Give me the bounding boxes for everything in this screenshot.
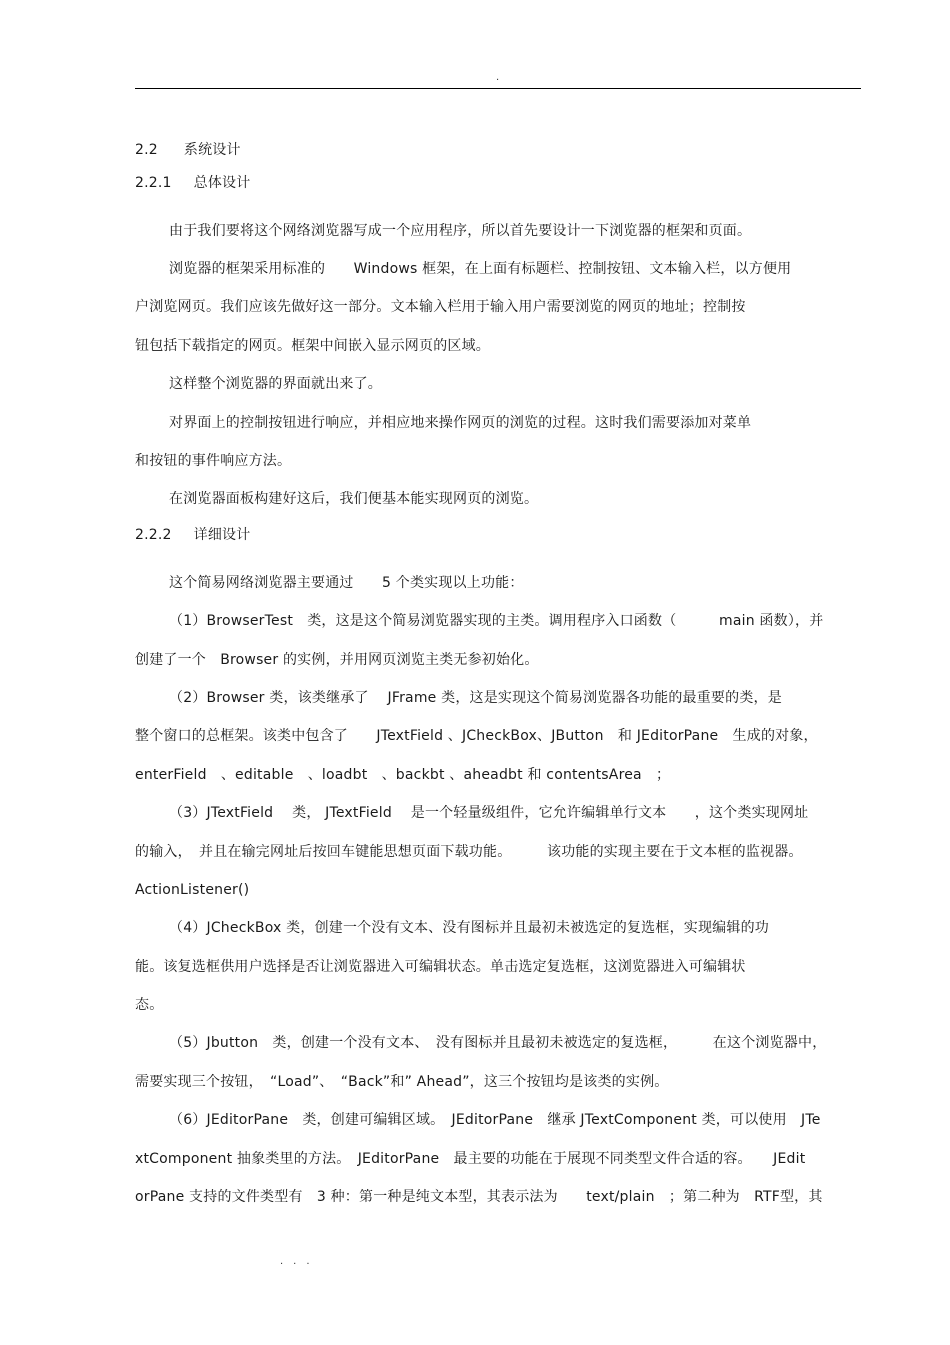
paragraph-line: 能。该复选框供用户选择是否让浏览器进入可编辑状态。单击选定复选框，这浏览器进入可编辑状 bbox=[135, 959, 746, 975]
section-heading-2-2-1 bbox=[135, 174, 250, 192]
paragraph-line: 对界面上的控制按钮进行响应，并相应地来操作网页的浏览的过程。这时我们需要添加对菜单 bbox=[169, 415, 752, 431]
paragraph-line: enterField 、editable 、loadbt 、backbt 、aheadbt 和 contentsArea ； bbox=[135, 767, 671, 783]
paragraph-line: 在浏览器面板构建好这后，我们便基本能实现网页的浏览。 bbox=[169, 491, 539, 507]
paragraph-line: （2）Browser 类，该类继承了 JFrame 类，这是实现这个简易浏览器各功能的最重要的类，是 bbox=[169, 690, 782, 706]
header-mark: . bbox=[496, 72, 500, 83]
paragraph-line: 和按钮的事件响应方法。 bbox=[135, 453, 292, 469]
paragraph-line: （5）Jbutton 类，创建一个没有文本、 没有图标并且最初未被选定的复选框， 在这个浏览器中， bbox=[169, 1035, 827, 1051]
paragraph-line: 由于我们要将这个网络浏览器写成一个应用程序，所以首先要设计一下浏览器的框架和页面。 bbox=[169, 223, 752, 239]
paragraph-line: 这个简易网络浏览器主要通过 5 个类实现以上功能： bbox=[169, 575, 524, 591]
section-number: 2.2 bbox=[135, 142, 158, 158]
section-title: 系统设计 bbox=[183, 142, 241, 158]
paragraph-line: orPane 支持的文件类型有 3 种：第一种是纯文本型，其表示法为 text/plain ；第二种为 RTF型，其 bbox=[135, 1189, 823, 1205]
section-title: 总体设计 bbox=[193, 175, 251, 191]
paragraph-line: （1）BrowserTest 类，这是这个简易浏览器实现的主类。调用程序入口函数（ main 函数），并 bbox=[169, 613, 824, 629]
paragraph-line: xtComponent 抽象类里的方法。 JEditorPane 最主要的功能在于展现不同类型文件合适的容。 JEdit bbox=[135, 1151, 806, 1167]
footer-marks: ... bbox=[280, 1256, 320, 1267]
paragraph-line: 户浏览网页。我们应该先做好这一部分。文本输入栏用于输入用户需要浏览的网页的地址；控制按 bbox=[135, 299, 746, 315]
paragraph-line: 需要实现三个按钮， “Load”、 “Back”和” Ahead”，这三个按钮均是该类的实例。 bbox=[135, 1074, 669, 1090]
header-rule bbox=[135, 88, 861, 89]
paragraph-line: （3）JTextField 类， JTextField 是一个轻量级组件，它允许编辑单行文本 ，这个类实现网址 bbox=[169, 805, 809, 821]
paragraph-line: 态。 bbox=[135, 997, 164, 1013]
section-title: 详细设计 bbox=[193, 527, 251, 543]
paragraph-line: 的输入， 并且在输完网址后按回车键能思想页面下载功能。 该功能的实现主要在于文本框的监视器。 bbox=[135, 844, 803, 860]
section-heading-2-2 bbox=[135, 141, 241, 159]
paragraph-line: 浏览器的框架采用标准的 Windows 框架，在上面有标题栏、控制按钮、文本输入栏，以方便用 bbox=[169, 261, 792, 277]
paragraph-line: （4）JCheckBox 类，创建一个没有文本、没有图标并且最初未被选定的复选框，实现编辑的功 bbox=[169, 920, 769, 936]
paragraph-line: ActionListener() bbox=[135, 882, 250, 898]
paragraph-line: （6）JEditorPane 类，创建可编辑区域。 JEditorPane 继承 JTextComponent 类，可以使用 JTe bbox=[169, 1112, 821, 1128]
paragraph-line: 这样整个浏览器的界面就出来了。 bbox=[169, 376, 382, 392]
section-heading-2-2-2 bbox=[135, 526, 250, 544]
paragraph-line: 整个窗口的总框架。该类中包含了 JTextField 、JCheckBox、JButton 和 JEditorPane 生成的对象， bbox=[135, 728, 818, 744]
section-number: 2.2.1 bbox=[135, 175, 172, 191]
section-number: 2.2.2 bbox=[135, 527, 172, 543]
paragraph-line: 创建了一个 Browser 的实例，并用网页浏览主类无参初始化。 bbox=[135, 652, 539, 668]
paragraph-line: 钮包括下载指定的网页。框架中间嵌入显示网页的区域。 bbox=[135, 338, 490, 354]
